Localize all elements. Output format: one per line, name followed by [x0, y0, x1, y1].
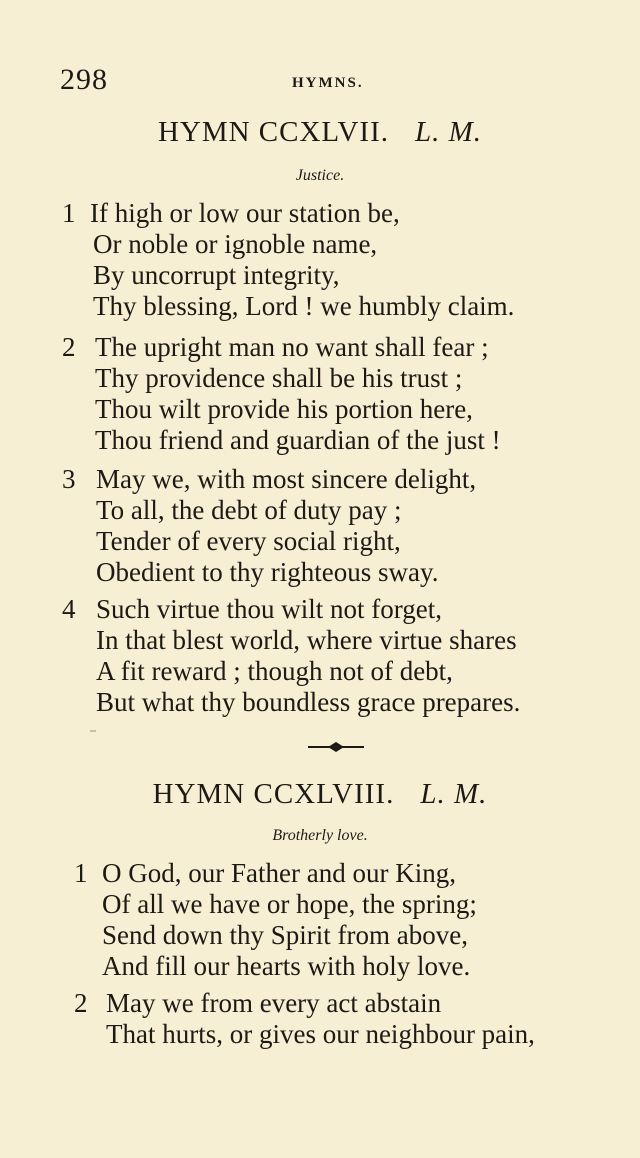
- stanza-number: 2: [62, 332, 76, 362]
- stanza: [62, 464, 476, 588]
- verse-line: May we from every act abstain: [106, 988, 442, 1018]
- stanza: [62, 332, 501, 456]
- verse-line: Thy blessing, Lord ! we humbly claim.: [93, 291, 515, 321]
- stanza-number: 4: [62, 594, 76, 624]
- verse-line: Such virtue thou wilt not forget,: [96, 594, 442, 624]
- verse-line: To all, the debt of duty pay ;: [96, 495, 402, 525]
- verse-line: A fit reward ; though not of debt,: [96, 656, 453, 686]
- verse-line: Thou friend and guardian of the just !: [95, 425, 501, 455]
- running-head: HYMNS.: [292, 75, 364, 91]
- hymn-subtitle: Justice.: [295, 167, 345, 184]
- stanza: [62, 198, 514, 322]
- verse-line: But what thy boundless grace prepares.: [96, 687, 521, 717]
- stanza-number: 3: [62, 464, 76, 494]
- verse-line: In that blest world, where virtue shares: [96, 625, 517, 655]
- verse-line: That hurts, or gives our neighbour pain,: [106, 1019, 535, 1049]
- ornamental-divider: [306, 740, 366, 754]
- stanza-number: 1: [74, 858, 88, 888]
- stanza: [74, 858, 477, 982]
- margin-mark: [90, 730, 96, 732]
- stanza: [74, 988, 535, 1050]
- verse-line: Thy providence shall be his trust ;: [95, 363, 463, 393]
- hymn-title: [0, 778, 640, 811]
- verse-line: May we, with most sincere delight,: [96, 464, 477, 494]
- stanza: [62, 594, 520, 718]
- verse-line: Send down thy Spirit from above,: [102, 920, 468, 950]
- verse-line: Obedient to thy righteous sway.: [96, 557, 439, 587]
- verse-line: Of all we have or hope, the spring;: [102, 889, 477, 919]
- verse-line: By uncorrupt integrity,: [93, 260, 340, 290]
- verse-line: And fill our hearts with holy love.: [102, 951, 471, 981]
- hymn-number: HYMN CCXLVIII.: [152, 778, 395, 810]
- hymn-number: HYMN CCXLVII.: [157, 116, 389, 148]
- stanza-number: 1: [62, 198, 76, 228]
- hymn-subtitle: Brotherly love.: [272, 827, 368, 844]
- verse-line: O God, our Father and our King,: [102, 858, 456, 888]
- hymn-title: [0, 116, 640, 149]
- verse-line: Tender of every social right,: [96, 526, 401, 556]
- hymn-meter: L. M.: [415, 116, 483, 148]
- verse-line: The upright man no want shall fear ;: [95, 332, 489, 362]
- verse-line: If high or low our station be,: [90, 198, 400, 228]
- stanza-number: 2: [74, 988, 88, 1018]
- hymn-meter: L. M.: [420, 778, 488, 810]
- verse-line: Thou wilt provide his portion here,: [95, 394, 473, 424]
- verse-line: Or noble or ignoble name,: [93, 229, 378, 259]
- page-number: 298: [60, 63, 108, 96]
